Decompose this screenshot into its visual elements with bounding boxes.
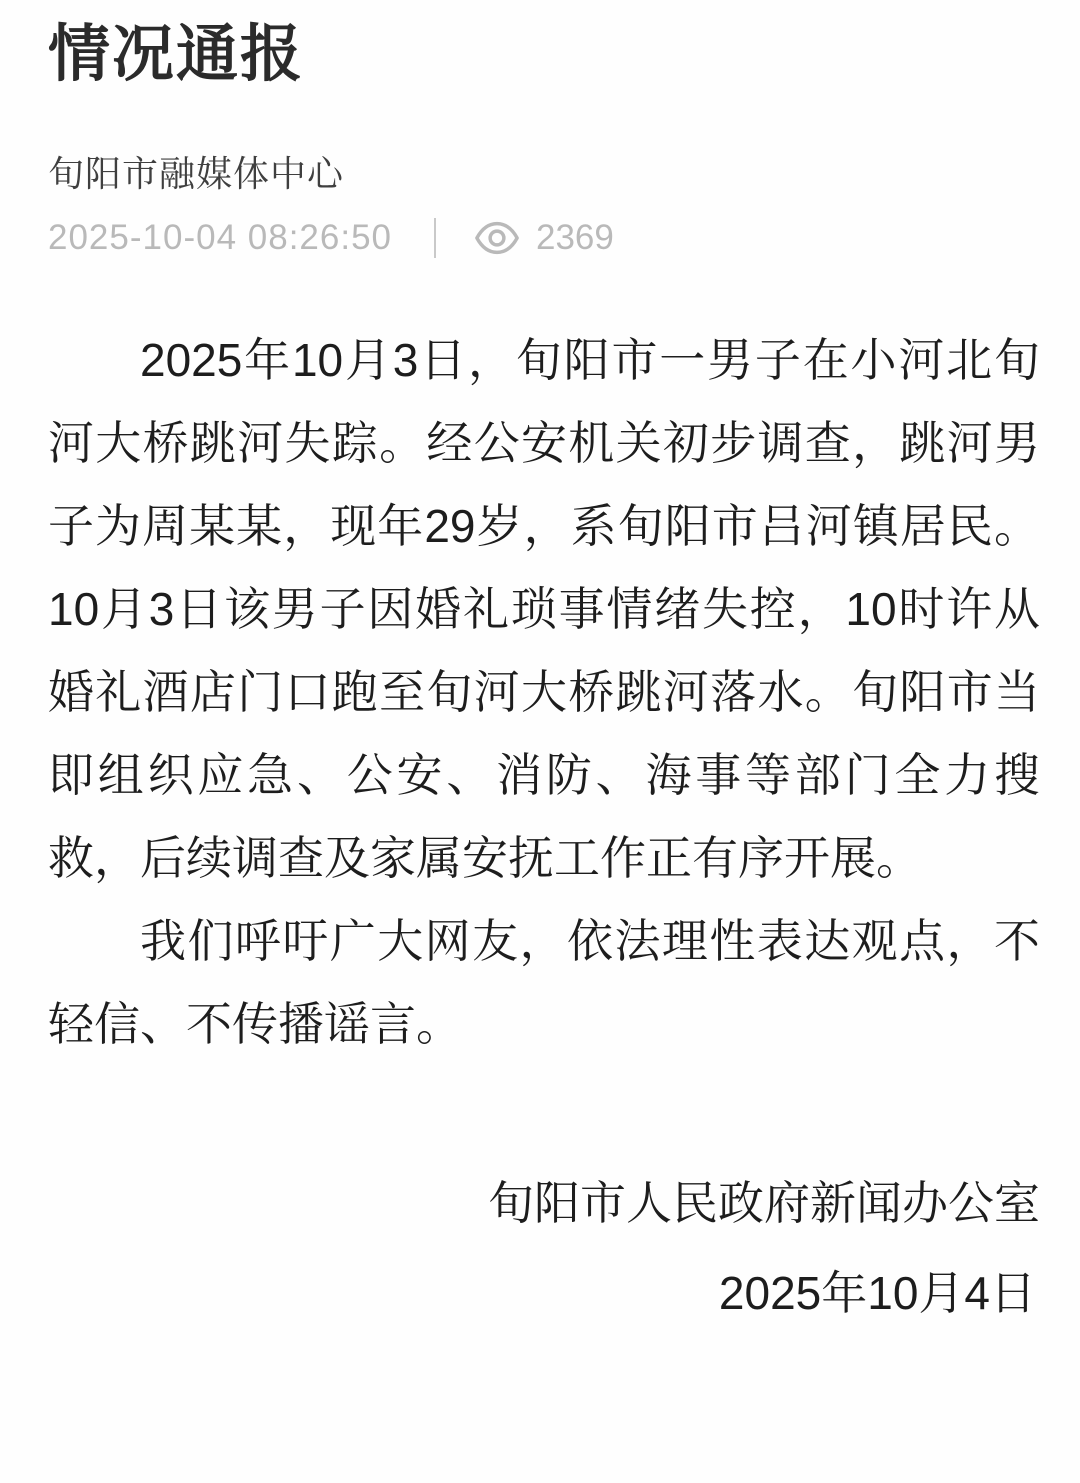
view-count: 2369 xyxy=(536,217,614,257)
article-paragraph: 我们呼吁广大网友，依法理性表达观点，不轻信、不传播谣言。 xyxy=(48,914,1040,1050)
signature-date: 2025年10月4日 xyxy=(718,1266,1036,1319)
publish-timestamp: 2025-10-04 08:26:50 xyxy=(48,217,392,257)
article-meta-row xyxy=(48,215,1040,261)
article-source: 旬阳市融媒体中心 xyxy=(48,152,345,194)
eye-icon xyxy=(474,215,520,261)
meta-divider xyxy=(434,218,436,258)
article-body xyxy=(48,319,1040,1066)
signature-block xyxy=(48,1158,1040,1338)
page-title: 情况通报 xyxy=(48,20,305,89)
article-paragraph: 2025年10月3日，旬阳市一男子在小河北旬河大桥跳河失踪。经公安机关初步调查，跳河男子为周某某，现年29岁，系旬阳市吕河镇居民。10月3日该男子因婚礼琐事情绪失控，10时许从婚礼酒店门口跑至旬河大桥跳河落水。旬阳市当即组织应急、公安、消防、海事等部门全力搜救，后续调查及家属安抚工作正有序开展。 xyxy=(48,333,1040,884)
signature-org: 旬阳市人民政府新闻办公室 xyxy=(488,1176,1040,1229)
